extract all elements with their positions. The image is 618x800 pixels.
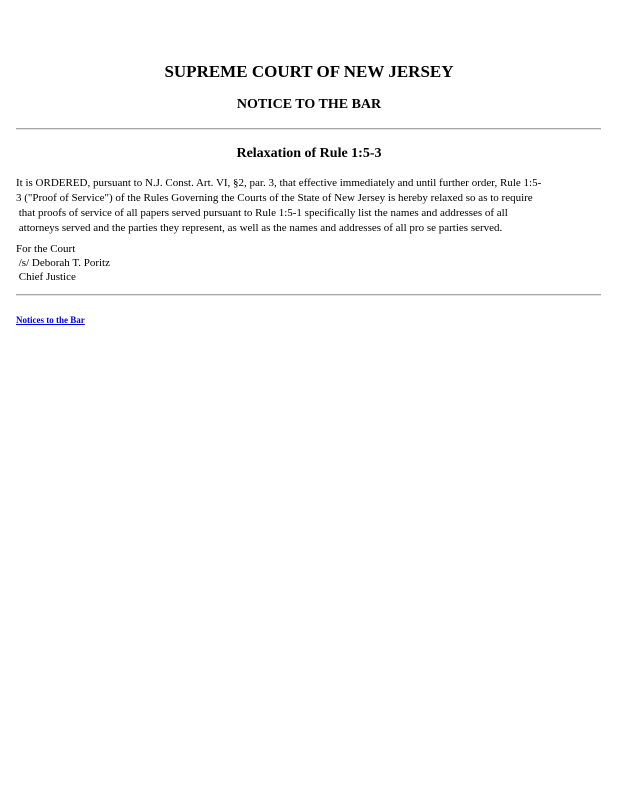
top-divider xyxy=(16,128,601,130)
order-line: that proofs of service of all papers served pursuant to Rule 1:5-1 specifically list the names and addresses of all xyxy=(16,207,508,219)
section-title: Relaxation of Rule 1:5-3 xyxy=(236,146,382,161)
signature-for-court: For the Court xyxy=(16,243,76,255)
notices-to-the-bar-link[interactable]: Notices to the Bar xyxy=(16,315,85,325)
signature-name: /s/ Deborah T. Poritz xyxy=(16,257,110,269)
notice-title: NOTICE TO THE BAR xyxy=(236,97,382,112)
signature-title: Chief Justice xyxy=(16,271,76,283)
order-paragraph xyxy=(16,176,604,236)
order-line: attorneys served and the parties they represent, as well as the names and addresses of all pro se parties served. xyxy=(16,222,503,234)
order-line: 3 ("Proof of Service") of the Rules Governing the Courts of the State of New Jersey is hereby relaxed so as to require xyxy=(16,192,533,204)
court-title: SUPREME COURT OF NEW JERSEY xyxy=(164,62,454,81)
bottom-divider xyxy=(16,294,601,296)
order-line: It is ORDERED, pursuant to N.J. Const. Art. VI, §2, par. 3, that effective immediately and until further order, Rule 1:5- xyxy=(16,177,542,189)
signature-block xyxy=(16,242,316,284)
